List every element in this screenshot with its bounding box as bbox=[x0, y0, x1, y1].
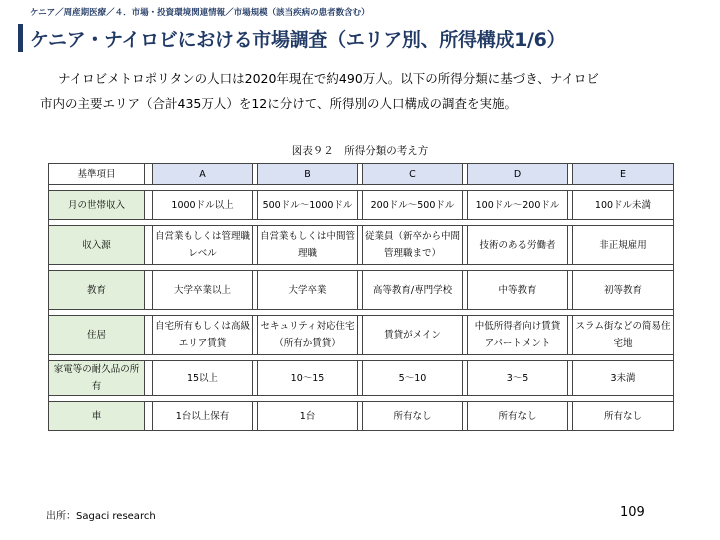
row-label: 住居 bbox=[49, 316, 145, 355]
income-classification-table bbox=[48, 163, 674, 431]
table-cell: 高等教育/専門学校 bbox=[363, 271, 463, 310]
table-cell: 1台以上保有 bbox=[153, 402, 253, 431]
gap-cell bbox=[145, 316, 153, 355]
table-cell: 3未満 bbox=[573, 361, 674, 396]
page-title: ケニア・ナイロビにおける市場調査（エリア別、所得構成1/6） bbox=[30, 29, 566, 51]
figure-caption: 図表９２ 所得分類の考え方 bbox=[291, 145, 429, 157]
table-row bbox=[49, 361, 674, 396]
table-cell: 100ドル～200ドル bbox=[468, 191, 568, 220]
table-cell: 自宅所有もしくは高級エリア賃貸 bbox=[153, 316, 253, 355]
table-cell: スラム街などの简易住宅地 bbox=[573, 316, 674, 355]
table-cell: 非正規雇用 bbox=[573, 226, 674, 265]
intro-paragraph bbox=[40, 66, 680, 116]
table-cell: 中低所得者向け賃貸アパートメント bbox=[468, 316, 568, 355]
header-col-c: C bbox=[363, 164, 463, 185]
table-cell: 200ドル～500ドル bbox=[363, 191, 463, 220]
gap-cell bbox=[145, 191, 153, 220]
header-col-d: D bbox=[468, 164, 568, 185]
table-cell: 500ドル～1000ドル bbox=[258, 191, 358, 220]
table-cell: 100ドル未満 bbox=[573, 191, 674, 220]
table-row bbox=[49, 271, 674, 310]
page-number: 109 bbox=[620, 505, 645, 520]
intro-line-2: 市内の主要エリア（合計435万人）を12に分けて、所得別の人口構成の調査を実施。 bbox=[40, 96, 518, 111]
gap-cell bbox=[145, 226, 153, 265]
table-cell: 5～10 bbox=[363, 361, 463, 396]
gap-cell bbox=[145, 361, 153, 396]
table-cell: 賃貸がメイン bbox=[363, 316, 463, 355]
table-cell: 3～5 bbox=[468, 361, 568, 396]
table-cell: 所有なし bbox=[573, 402, 674, 431]
table-row bbox=[49, 226, 674, 265]
table-cell: 中等教育 bbox=[468, 271, 568, 310]
table-cell: 1台 bbox=[258, 402, 358, 431]
table-row bbox=[49, 402, 674, 431]
row-label: 車 bbox=[49, 402, 145, 431]
table-cell: 1000ドル以上 bbox=[153, 191, 253, 220]
row-label: 月の世帯収入 bbox=[49, 191, 145, 220]
income-classification-table-wrapper bbox=[48, 163, 673, 431]
table-cell: 技術のある労働者 bbox=[468, 226, 568, 265]
header-col-b: B bbox=[258, 164, 358, 185]
table-cell: 初等教育 bbox=[573, 271, 674, 310]
source-note: 出所：Sagaci research bbox=[46, 511, 156, 522]
title-accent-bar bbox=[18, 24, 23, 52]
table-cell: 自営業もしくは中間管理職 bbox=[258, 226, 358, 265]
table-cell: 大学卒業 bbox=[258, 271, 358, 310]
table-cell: 従業員（新卒から中間管理職まで） bbox=[363, 226, 463, 265]
table-cell: 自営業もしくは管理職レベル bbox=[153, 226, 253, 265]
row-label: 教育 bbox=[49, 271, 145, 310]
table-cell: 15以上 bbox=[153, 361, 253, 396]
table-cell: セキュリティ対応住宅（所有か賃貸） bbox=[258, 316, 358, 355]
table-header-row bbox=[49, 164, 674, 185]
row-label: 収入源 bbox=[49, 226, 145, 265]
header-label: 基準項目 bbox=[49, 164, 145, 185]
gap-cell bbox=[145, 271, 153, 310]
table-row bbox=[49, 191, 674, 220]
table-cell: 10～15 bbox=[258, 361, 358, 396]
table-cell: 所有なし bbox=[363, 402, 463, 431]
breadcrumb: ケニア／周産期医療／４．市場・投資環境関連情報／市場規模（該当疾病の患者数含む） bbox=[30, 8, 370, 18]
table-cell: 所有なし bbox=[468, 402, 568, 431]
header-gap bbox=[145, 164, 153, 185]
header-col-a: A bbox=[153, 164, 253, 185]
table-cell: 大学卒業以上 bbox=[153, 271, 253, 310]
header-col-e: E bbox=[573, 164, 674, 185]
intro-line-1: ナイロビメトロポリタンの人口は2020年現在で約490万人。以下の所得分類に基づき、ナイロビ bbox=[58, 71, 599, 86]
row-label: 家電等の耐久品の所有 bbox=[49, 361, 145, 396]
table-row bbox=[49, 316, 674, 355]
gap-cell bbox=[145, 402, 153, 431]
